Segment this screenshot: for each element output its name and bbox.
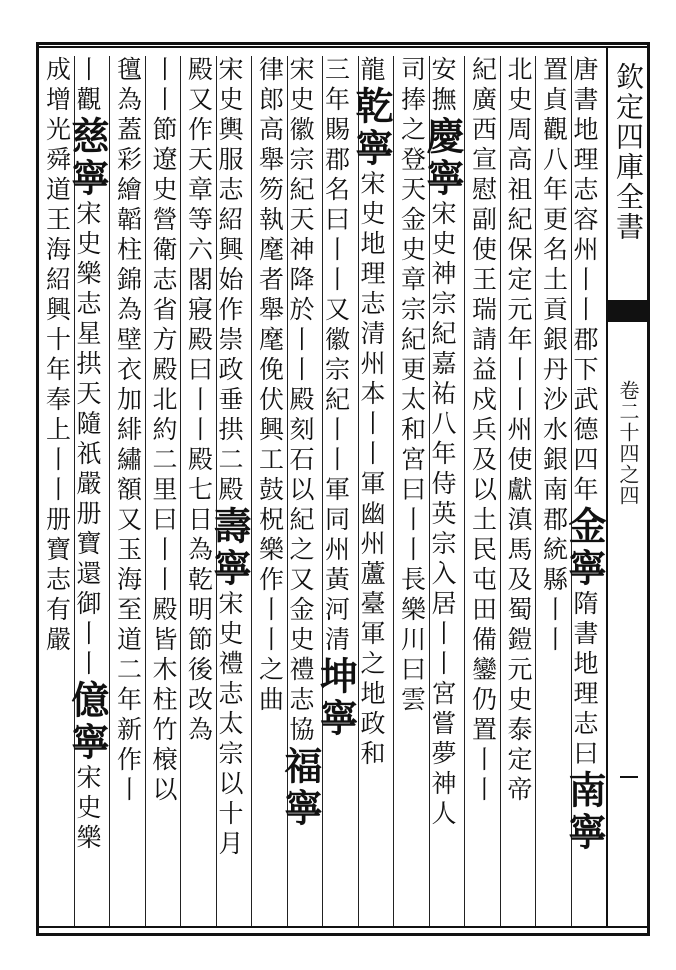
entry-text: 增光舜道王海紹興十年奉上丨丨册寶 [42, 86, 72, 566]
entry-text: 宋史禮志太宗以十月 [215, 590, 244, 860]
text-column [420, 56, 465, 926]
entry-text: 安撫 [428, 56, 457, 116]
text-column [562, 56, 607, 926]
entry-text: 宋史地理志清州本丨丨軍幽州蘆臺軍之地政和 [357, 170, 386, 770]
entry-text: 氊為蓋彩繪韜柱錦為壁衣加緋繡額又玉海至道二年新作丨 [113, 56, 143, 806]
column-text [469, 56, 498, 926]
column-text [185, 56, 214, 926]
entry-text: 紀廣西宣慰副使王瑞請益戍兵及以土民屯田備鑾仍置丨丨 [468, 56, 498, 806]
entry-heading: 金寧 [562, 506, 607, 590]
text-column [109, 56, 145, 926]
fishtail-mark-icon [606, 300, 650, 322]
entry-heading: 慈寧 [65, 116, 110, 200]
entry-text: 三年賜郡名曰丨丨又徽宗紀丨丨軍同州黃河清 [321, 56, 351, 656]
entry-text: 司 [397, 56, 427, 86]
entry-text: 捧之登天金史章宗紀更太和宮曰丨丨長樂川曰雲 [397, 86, 427, 716]
text-column [38, 56, 74, 926]
text-column [180, 56, 216, 926]
text-column [65, 56, 110, 926]
column-text [43, 56, 72, 926]
column-text [504, 56, 533, 926]
bottom-rule [36, 926, 650, 928]
entry-text: 成 [42, 56, 72, 86]
entry-heading: 福寧 [278, 746, 323, 830]
text-column [145, 56, 181, 926]
column-text [540, 56, 569, 926]
entry-text: 志有嚴 [42, 566, 72, 656]
column-text [149, 56, 178, 926]
entry-heading: 壽寧 [207, 506, 252, 590]
entry-heading: 乾寧 [349, 86, 394, 170]
entry-text: 殿又作天章等六閣寢殿曰丨丨殿 [184, 56, 214, 476]
entry-text: 宋史輿服志紹興始作崇政垂拱二殿 [215, 56, 244, 506]
text-column [251, 56, 287, 926]
entry-heading: 慶寧 [420, 116, 465, 200]
text-column [535, 56, 571, 926]
text-column [207, 56, 252, 926]
entry-text: 律郎高舉笏執麾者舉麾俛伏興工鼓柷樂作丨丨之曲 [255, 56, 285, 716]
text-column [313, 56, 359, 926]
entry-text: 宋史神宗紀嘉祐八年侍英宗入居丨丨宮嘗夢神人 [428, 200, 457, 830]
entry-text: 宋史樂志星拱天隨祇嚴册寶還御丨丨 [73, 200, 102, 680]
margin-book-title: 欽定四庫全書 [612, 62, 645, 242]
entry-text: 七日為乾明節後改為 [184, 476, 214, 746]
top-rule [36, 46, 650, 48]
entry-text: 南郡統縣丨丨 [539, 476, 569, 656]
entry-text: 丨丨節遼史營衛志省方殿北約二里曰丨丨殿皆木柱竹榱以 [149, 56, 178, 806]
entry-text: 隋書地理志曰 [570, 590, 599, 770]
entry-heading: 坤寧 [313, 656, 359, 740]
entry-heading: 億寧 [65, 680, 110, 764]
entry-text: 宋史樂 [73, 764, 102, 854]
margin-juan-label: 卷二十四之四 [616, 380, 640, 506]
entry-heading: 南寧 [562, 770, 607, 854]
entry-text: 置貞觀八年更名土貢銀丹沙水銀 [539, 56, 569, 476]
text-column [393, 56, 429, 926]
entry-text: 北史周高祖紀保定元年丨丨州使獻滇馬及蜀鎧元史泰定帝 [504, 56, 533, 806]
entry-text: 唐書地理志容州丨丨郡下武德四年 [570, 56, 599, 506]
entry-text: 丨觀 [73, 56, 102, 116]
text-column [464, 56, 500, 926]
text-column [349, 56, 394, 926]
column-text [398, 56, 427, 926]
text-column [278, 56, 323, 926]
column-text [114, 56, 143, 926]
entry-text: 宋史徽宗紀天神降於丨丨殿刻石以紀之又金史禮志協 [286, 56, 315, 746]
margin-divider [620, 776, 638, 778]
text-column [500, 56, 536, 926]
column-text [256, 56, 285, 926]
entry-text: 龍 [357, 56, 386, 86]
